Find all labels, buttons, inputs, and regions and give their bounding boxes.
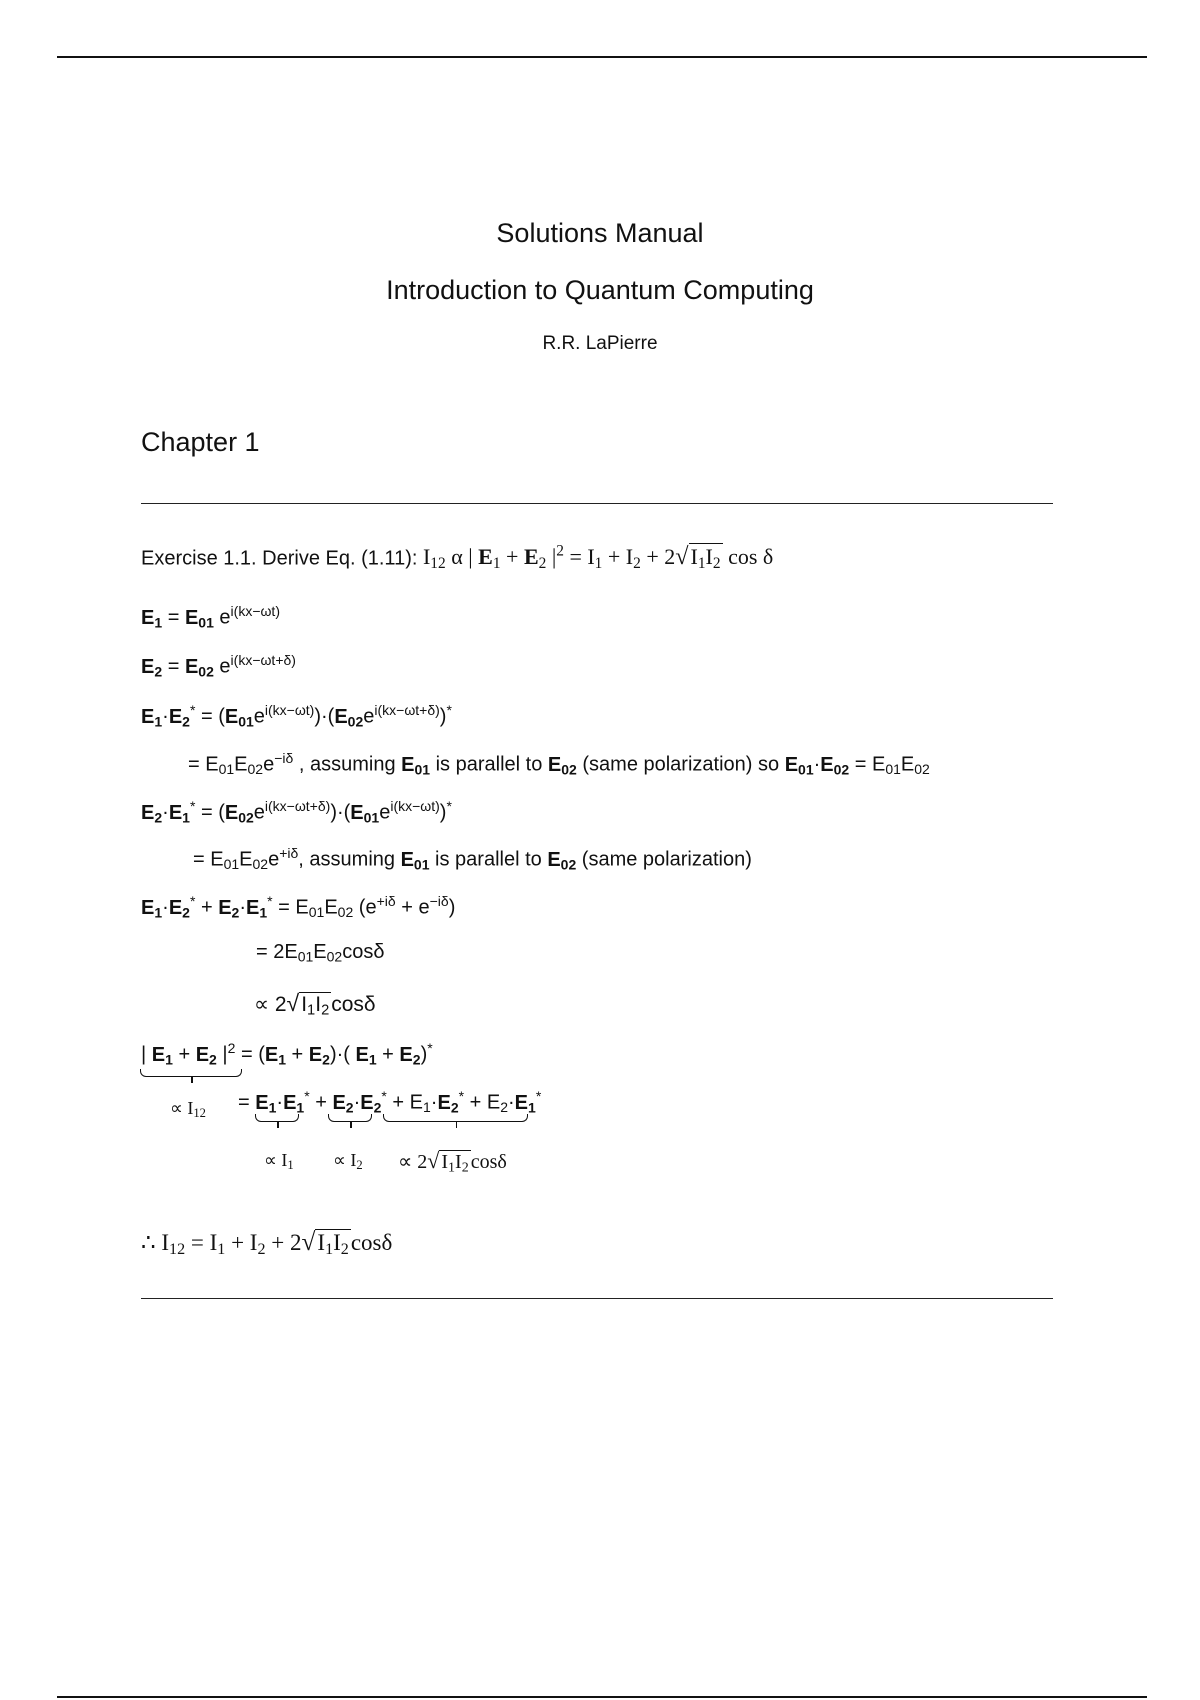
- equation-sum-cos: = $2E_{01}E_{02}\cos\delta$: [256, 941, 385, 965]
- exercise-statement: [141, 543, 773, 573]
- top-rule: [57, 56, 1147, 58]
- exercise-label: Exercise 1.1. Derive Eq. (1.11):: [141, 547, 418, 570]
- exercise-equation: $I_{12}$ α | $E_1 + E_2$ $|^2 = I_1 + I_2 + 2√I_1I_2$ cos δ: [422, 543, 774, 573]
- text-exercise-equation: [0, 0, 1, 1]
- brace-modulus: [140, 1069, 242, 1077]
- equation-e2-dot-e1-conj-result: = $E_{01}E_{02}e^{+i\delta}$, assuming $E_{01}$ is parallel to $E_{02}$ (same polarization): [193, 845, 752, 873]
- document-author: R.R. LaPierre: [542, 333, 658, 354]
- chapter-rule: [141, 503, 1053, 504]
- label-prop-i1: ∝ $I_1$: [264, 1150, 294, 1173]
- document-subtitle: Introduction to Quantum Computing: [386, 275, 814, 305]
- document-title: Solutions Manual: [496, 218, 704, 248]
- chapter-heading: Chapter 1: [141, 427, 260, 457]
- equation-e1-dot-e2-conj: $E_1\cdot E_2^* = (E_{01}e^{i(kx-\omega t)})\cdot(E_{02}e^{i(kx-\omega t+\delta)})^*$: [141, 702, 452, 730]
- equation-e1-dot-e2-conj-result: = $E_{01}E_{02}e^{-i\delta}$ , assuming $E_{01}$ is parallel to $E_{02}$ (same polarization) so $E_{01}\cdot E_{02} = E_{01}E_{02}$: [188, 750, 930, 778]
- equation-sum-prop: ∝ $2√I_1I_2\cos\delta$: [254, 990, 376, 1019]
- equation-therefore: ∴ $I_{12} = I_1 + I_2 + 2√I_1I_2\cos\delta$: [141, 1228, 393, 1259]
- brace-i2: [328, 1114, 372, 1122]
- equation-e1: $E_1 = E_{01}$ $e^{i(kx-\omega t)}$: [141, 603, 280, 631]
- brace-cross: [383, 1114, 528, 1122]
- equation-sum: $E_1\cdot E_2^* + E_2\cdot E_1^* = E_{01}E_{02}$ $(e^{+i\delta} + e^{-i\delta})$: [141, 893, 456, 921]
- label-prop-cross: ∝ 2√ $I_1I_2$ cosδ: [398, 1148, 507, 1176]
- brace-i1: [255, 1114, 299, 1122]
- equation-expansion: = $E_1\cdot E_1^* + E_2\cdot E_2^* + E_1\cdot E_2^* + E_2\cdot E_1^*$: [238, 1088, 542, 1116]
- label-prop-i12: ∝ $I_{12}$: [170, 1098, 206, 1121]
- label-prop-i2: ∝ $I_2$: [333, 1150, 363, 1173]
- equation-modulus-squared: | $E_1 + E_2$ $|^2 = (E_1 + E_2)\cdot$( $E_1 + E_2)^*$: [141, 1040, 433, 1068]
- exercise-end-rule: [141, 1298, 1053, 1299]
- equation-e2-dot-e1-conj: $E_2\cdot E_1^* = (E_{02}e^{i(kx-\omega t+\delta)})\cdot(E_{01}e^{i(kx-\omega t)})^*$: [141, 798, 452, 826]
- bottom-rule: [57, 1696, 1147, 1698]
- equation-e2: $E_2 = E_{02}$ $e^{i(kx-\omega t+\delta)}$: [141, 652, 296, 680]
